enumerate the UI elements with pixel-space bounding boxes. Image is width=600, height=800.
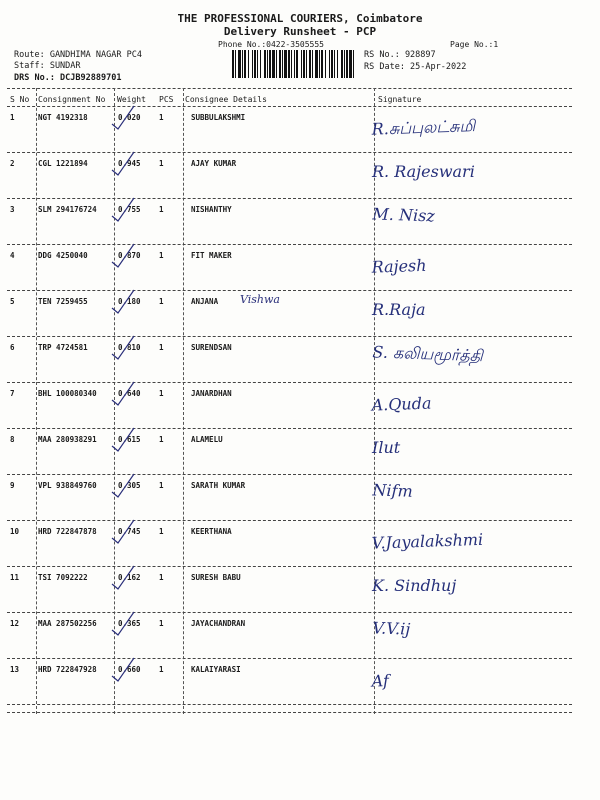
col-header-sno: S No xyxy=(10,95,30,104)
table-bottom-divider xyxy=(7,712,572,713)
pieces-count: 1 xyxy=(159,389,164,398)
pieces-count: 1 xyxy=(159,435,164,444)
signature: A.Quda xyxy=(371,393,432,415)
weight-value: 0.162 xyxy=(118,573,141,582)
signature: Nifm xyxy=(372,480,414,501)
row-serial-number: 8 xyxy=(10,435,15,444)
signature: S. கலியமூர்த்தி xyxy=(372,342,484,366)
header-divider-bottom xyxy=(7,106,572,107)
tick-mark-icon xyxy=(108,608,138,638)
col-header-signature: Signature xyxy=(378,95,422,104)
pieces-count: 1 xyxy=(159,619,164,628)
staff-info: Staff: SUNDAR xyxy=(14,61,81,71)
row-divider xyxy=(7,198,572,199)
consignment-number: TEN 7259455 xyxy=(38,297,88,306)
tick-mark-icon xyxy=(108,378,138,408)
pieces-count: 1 xyxy=(159,343,164,352)
row-divider xyxy=(7,152,572,153)
consignee-name: SUBBULAKSHMI xyxy=(191,113,246,122)
signature: V.V.ij xyxy=(372,618,411,639)
signature: R.சுப்புலட்சுமி xyxy=(371,116,476,139)
weight-value: 0.945 xyxy=(118,159,141,168)
consignee-name: ALAMELU xyxy=(191,435,223,444)
signature: Rajesh xyxy=(371,255,427,277)
tick-mark-icon xyxy=(108,194,138,224)
tick-mark-icon xyxy=(108,470,138,500)
weight-value: 0.020 xyxy=(118,113,141,122)
row-divider xyxy=(7,612,572,613)
document-title: Delivery Runsheet - PCP xyxy=(223,25,377,38)
consignee-name: SURESH BABU xyxy=(191,573,241,582)
row-divider xyxy=(7,474,572,475)
tick-mark-icon xyxy=(108,286,138,316)
row-serial-number: 9 xyxy=(10,481,15,490)
signature: R.Raja xyxy=(372,300,426,319)
consignment-number: SLM 294176724 xyxy=(38,205,97,214)
consignee-name: FIT MAKER xyxy=(191,251,232,260)
weight-value: 0.615 xyxy=(118,435,141,444)
drs-number: DRS No.: DCJB92889701 xyxy=(14,73,122,83)
pieces-count: 1 xyxy=(159,205,164,214)
pieces-count: 1 xyxy=(159,251,164,260)
col-header-consignee: Consignee Details xyxy=(185,95,267,104)
table-row xyxy=(0,108,600,154)
table-row xyxy=(0,292,600,338)
tick-mark-icon xyxy=(108,562,138,592)
table-row xyxy=(0,200,600,246)
row-divider xyxy=(7,520,572,521)
row-serial-number: 5 xyxy=(10,297,15,306)
row-divider xyxy=(7,290,572,291)
pieces-count: 1 xyxy=(159,297,164,306)
signature: M. Nisz xyxy=(372,204,436,226)
consignee-name: SARATH KUMAR xyxy=(191,481,246,490)
consignment-number: TSI 7092222 xyxy=(38,573,88,582)
row-serial-number: 7 xyxy=(10,389,15,398)
table-row xyxy=(0,522,600,568)
rs-date: RS Date: 25-Apr-2022 xyxy=(364,62,467,72)
table-row xyxy=(0,568,600,614)
weight-value: 0.640 xyxy=(118,389,141,398)
table-row xyxy=(0,154,600,200)
pieces-count: 1 xyxy=(159,481,164,490)
consignee-name: JAYACHANDRAN xyxy=(191,619,246,628)
pieces-count: 1 xyxy=(159,527,164,536)
table-row xyxy=(0,476,600,522)
row-serial-number: 2 xyxy=(10,159,15,168)
table-row xyxy=(0,246,600,292)
row-serial-number: 13 xyxy=(10,665,20,674)
consignment-number: MAA 280938291 xyxy=(38,435,97,444)
consignment-number: TRP 4724581 xyxy=(38,343,88,352)
consignment-number: DDG 4250040 xyxy=(38,251,88,260)
consignee-name: KEERTHANA xyxy=(191,527,232,536)
page-number: Page No.:1 xyxy=(450,40,499,49)
row-serial-number: 6 xyxy=(10,343,15,352)
consignee-name: NISHANTHY xyxy=(191,205,232,214)
table-row xyxy=(0,430,600,476)
rs-number: RS No.: 928897 xyxy=(364,50,436,60)
phone-number: Phone No.:0422-3505555 xyxy=(218,40,324,49)
consignment-number: CGL 1221894 xyxy=(38,159,88,168)
signature: K. Sindhuj xyxy=(372,576,457,595)
table-row xyxy=(0,384,600,430)
weight-value: 0.365 xyxy=(118,619,141,628)
weight-value: 0.755 xyxy=(118,205,141,214)
tick-mark-icon xyxy=(108,654,138,684)
weight-value: 0.180 xyxy=(118,297,141,306)
header-divider-top xyxy=(7,88,572,89)
pieces-count: 1 xyxy=(159,573,164,582)
row-divider xyxy=(7,566,572,567)
barcode-image xyxy=(232,50,354,78)
signature: R. Rajeswari xyxy=(372,162,475,181)
tick-mark-icon xyxy=(108,102,138,132)
consignee-name: AJAY KUMAR xyxy=(191,159,237,168)
pieces-count: 1 xyxy=(159,113,164,122)
consignment-number: NGT 4192318 xyxy=(38,113,88,122)
tick-mark-icon xyxy=(108,516,138,546)
signature: Ilut xyxy=(372,438,401,457)
row-serial-number: 1 xyxy=(10,113,15,122)
consignment-number: HRD 722847928 xyxy=(38,665,97,674)
col-header-consignment: Consignment No xyxy=(38,95,106,104)
tick-mark-icon xyxy=(108,424,138,454)
weight-value: 0.870 xyxy=(118,251,141,260)
signature: Af xyxy=(371,671,390,691)
consignment-number: BHL 100080340 xyxy=(38,389,97,398)
consignment-number: VPL 938849760 xyxy=(38,481,97,490)
consignee-name: ANJANA xyxy=(191,297,219,306)
tick-mark-icon xyxy=(108,332,138,362)
pieces-count: 1 xyxy=(159,159,164,168)
row-divider xyxy=(7,244,572,245)
weight-value: 0.745 xyxy=(118,527,141,536)
table-row xyxy=(0,338,600,384)
col-header-pcs: PCS xyxy=(159,95,174,104)
consignment-number: HRD 722847878 xyxy=(38,527,97,536)
row-divider xyxy=(7,382,572,383)
consignment-number: MAA 287502256 xyxy=(38,619,97,628)
row-serial-number: 4 xyxy=(10,251,15,260)
tick-mark-icon xyxy=(108,240,138,270)
handwritten-annotation: Vishwa xyxy=(240,293,280,306)
table-row xyxy=(0,614,600,660)
consignee-name: SURENDSAN xyxy=(191,343,232,352)
consignee-name: KALAIYARASI xyxy=(191,665,241,674)
consignee-name: JANARDHAN xyxy=(191,389,232,398)
weight-value: 0.660 xyxy=(118,665,141,674)
route-info: Route: GANDHIMA NAGAR PC4 xyxy=(14,50,142,60)
table-row xyxy=(0,660,600,706)
pieces-count: 1 xyxy=(159,665,164,674)
row-divider xyxy=(7,428,572,429)
weight-value: 0.305 xyxy=(118,481,141,490)
weight-value: 0.810 xyxy=(118,343,141,352)
row-serial-number: 3 xyxy=(10,205,15,214)
row-divider xyxy=(7,336,572,337)
row-serial-number: 12 xyxy=(10,619,20,628)
col-header-weight: Weight xyxy=(117,95,146,104)
signature: V.Jayalakshmi xyxy=(371,529,484,553)
tick-mark-icon xyxy=(108,148,138,178)
row-divider xyxy=(7,704,572,705)
company-name: THE PROFESSIONAL COURIERS, Coimbatore xyxy=(177,12,423,25)
row-serial-number: 10 xyxy=(10,527,20,536)
row-divider xyxy=(7,658,572,659)
row-serial-number: 11 xyxy=(10,573,20,582)
